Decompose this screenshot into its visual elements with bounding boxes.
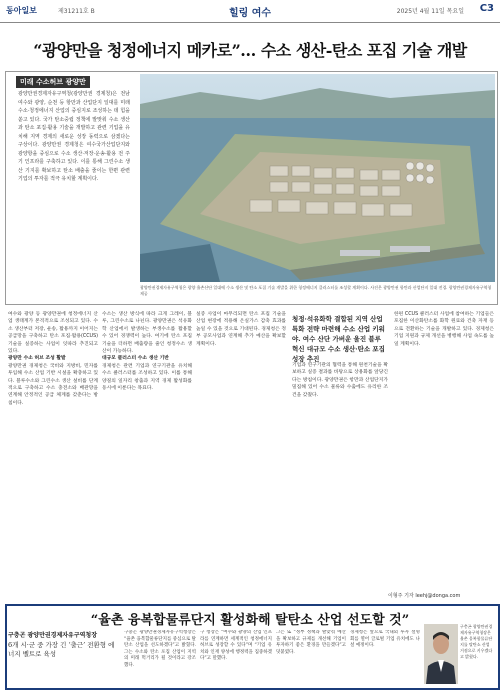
article-column [196,311,286,596]
interviewee-photo-caption: 구충곤 광양만권경제자유구역청장은 율촌 융복합물류단지를 탈탄소 산업 거점으로 키우겠다고 밝혔다. [460,624,493,659]
lead-label: 미래 수소허브 광양만 [16,76,90,88]
aerial-photo [140,74,495,282]
main-headline: “광양만을 청정에너지 메카로”… 수소 생산-탄소 포집 기술 개발 [33,41,467,60]
photo-caption: 광양만권경제자유구역청은 광양 율촌산단 일대에 수소 생산 및 탄소 포집 기술 개발을 위한 청정에너지 클러스터를 조성할 계획이다. 사진은 광양만권 항만과 산업단지 일대 전경. 광양만권경제자유구역청 제공 [140,285,492,296]
lead-text: 광양만권경제자유구역청(광양만권 경제청)은 전남 여수와 광양, 순천 등 항만과 산업단지 일대를 미래 수소·청정에너지 산업의 중심지로 조성하는 데 힘을 쏟고 있다. 국가 탄소중립 정책에 발맞춰 수소 생산과 탄소 포집·활용 기술을 개발하고 관련 기업을 유치해 지역 경제의 새로운 성장 동력으로 삼겠다는 구상이다. 광양만권 경제청은 여수국가산업단지와 광양항을 중심으로 수소 생산·저장·운송·활용 전 주기 인프라를 구축하고 있다. 이를 통해 그린수소 생산 기지를 확보하고 탄소 배출을 줄이는 한편 관련 기업의 투자를 적극 유치할 계획이다. [18,91,130,182]
interview-text: 구 청장은 “여수와 광양의 산업 인프라를 연계하면 세계적인 청정에너지 허브로 성장할 수 있다”며 “기업 유치와 인재 양성에 행정력을 집중하겠다”고 말했다. [200,630,272,662]
issue-number: 제31211호 B [58,8,95,15]
interviewee-name: 구충곤 광양만권경제자유구역청장 [8,632,98,639]
interview-text: 구충곤 광양만권경제자유구역청장은 “율촌 융복합물류단지를 중심으로 탈탄소 산업을 선도하겠다”고 밝혔다. 그는 수소와 탄소 포집 산업이 지역의 미래 먹거리가 될 것이라고 강조했다. [124,630,196,668]
article-column [292,362,388,596]
article-text: 여수와 광양 등 광양만권에 청정에너지 산업 생태계가 본격적으로 조성되고 있다. 수소 생산부터 저장, 운송, 활용까지 이어지는 공급망을 구축하고 탄소 포집·활용(CCUS) 기술을 실증하는 사업이 잇따라 추진되고 있다. [8,312,98,355]
interview-quote: 6개 시·군 중 가장 긴 ‘출근’ 전환형 에너지 벨트로 육성 [8,641,115,658]
article-text: 기업과 연구기관의 협력을 통해 원천기술을 확보하고 실증 결과를 바탕으로 상용화를 앞당긴다는 방침이다. 광양만권은 항만과 산업단지가 밀집해 있어 수소 물류와 수출에도 유리한 조건을 갖췄다. [292,363,388,398]
issue-date: 2025년 4월 11일 목요일 [396,8,464,15]
article-column [394,311,494,589]
interviewee-photo [424,624,458,684]
page-header [0,0,500,23]
feature-box [5,71,498,305]
section-title: 힐링 여수 [228,8,272,19]
article-text: 한편 CCUS 클러스터 사업에 참여하는 기업들은 포집한 이산화탄소를 화학 원료와 건축 자재 등으로 전환하는 기술을 개발하고 있다. 경제청은 기업 지원과 규제 개선을 병행해 사업 속도를 높일 계획이다. [394,312,494,347]
pull-quote: 청정·석유화학 결합된 지역 산업 특화 전략 마련해 수소 산업 키워야. 여수 산단 가버운 울진 블루 혁신 대규모 수소 생산·탄소 포집 성장 추진 [292,315,385,363]
article-text: 실증 사업이 마무리되면 탄소 포집 기술을 산업 현장에 적용해 온실가스 감축 효과를 높일 수 있을 것으로 기대된다. 경제청은 정부 공모사업과 연계해 추가 예산을 확보할 계획이다. [196,312,286,347]
interview-headline: “율촌 융복합물류단지 활성화해 탈탄소 산업 선도할 것” [90,613,410,628]
article-column [102,311,192,596]
article-text: 광양만권 경제청은 국비와 지방비, 민자를 투입해 수소 산업 기반 시설을 확충하고 있다. 블루수소와 그린수소 생산 설비를 단계적으로 구축하고 수소 충전소와 배관망을 연계해 안정적인 공급 체계를 갖춘다는 방침이다. [8,363,98,406]
byline: 이형주 기자 leehj@donga.com [388,593,461,599]
interview-text: 그는 또 “정부 정책과 발맞춰 예산을 확보하고 규제를 개선해 기업이 투자하기 좋은 환경을 만들겠다”고 덧붙였다. [276,630,346,655]
interview-text: 경제청은 앞으로 국내외 투자 설명회를 열어 글로벌 기업 유치에도 나설 예정이다. [350,630,420,649]
article-column [8,311,98,596]
newspaper-logo: 동아일보 [6,6,37,15]
article-subhead: 광양만 수소 허브 조성 활발 [8,356,66,362]
page-number: C3 [479,3,494,14]
article-text: 경제청은 관련 기업과 연구기관을 유치해 수소 클러스터를 조성하고 있다. 이를 통해 양질의 일자리 창출과 지역 경제 활성화를 동시에 이룬다는 목표다. [102,363,192,392]
article-subhead: 대규모 클러스터 수소 생산 기반 [102,356,169,362]
article-text: 수소는 생산 방식에 따라 크게 그레이, 블루, 그린수소로 나뉜다. 광양만권은 석유화학 산업에서 발생하는 부생수소를 활용할 수 있어 경쟁력이 높다. 여기에 탄소 포집 기술을 더하면 배출량을 줄인 청정수소 생산이 가능하다. [102,312,192,355]
